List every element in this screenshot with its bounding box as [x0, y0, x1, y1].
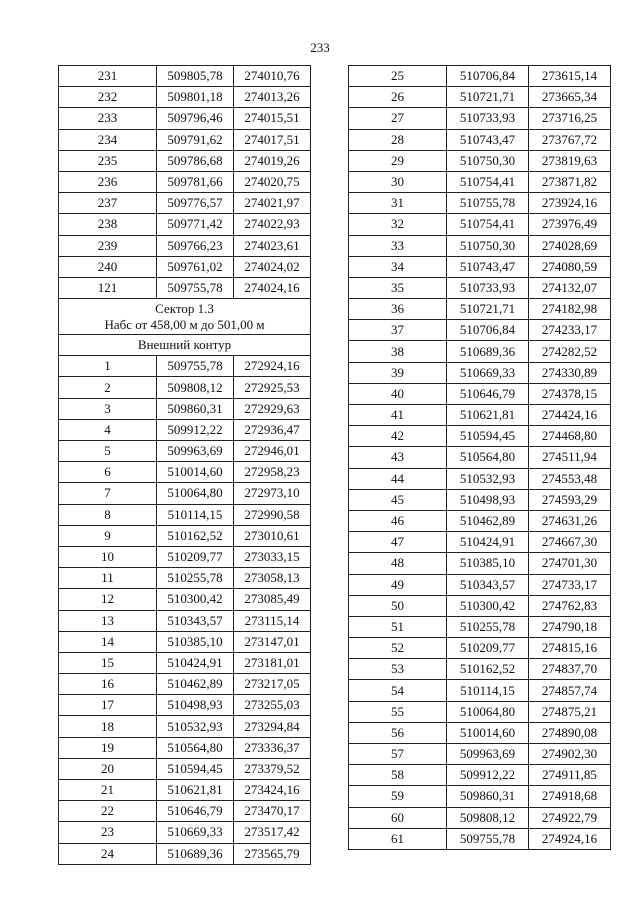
y-coordinate-cell: 272924,16	[234, 356, 311, 377]
y-coordinate-cell: 274282,52	[529, 341, 611, 362]
x-coordinate-cell: 510162,52	[157, 525, 234, 546]
y-coordinate-cell: 273424,16	[234, 780, 311, 801]
point-number-cell: 25	[349, 66, 447, 87]
table-row	[349, 108, 611, 129]
y-coordinate-cell: 274010,76	[234, 66, 311, 87]
x-coordinate-cell: 509912,22	[447, 765, 529, 786]
y-coordinate-cell: 274468,80	[529, 426, 611, 447]
table-row	[59, 87, 311, 108]
y-coordinate-cell: 274701,30	[529, 553, 611, 574]
table-row	[349, 532, 611, 553]
x-coordinate-cell: 509805,78	[157, 66, 234, 87]
point-number-cell: 26	[349, 87, 447, 108]
point-number-cell: 5	[59, 441, 157, 462]
y-coordinate-cell: 272946,01	[234, 441, 311, 462]
table-row	[59, 589, 311, 610]
table-row	[59, 631, 311, 652]
x-coordinate-cell: 510594,45	[447, 426, 529, 447]
point-number-cell: 24	[59, 843, 157, 864]
point-number-cell: 29	[349, 150, 447, 171]
table-row	[349, 744, 611, 765]
x-coordinate-cell: 509912,22	[157, 419, 234, 440]
point-number-cell: 41	[349, 405, 447, 426]
y-coordinate-cell: 274020,75	[234, 171, 311, 192]
point-number-cell: 60	[349, 807, 447, 828]
y-coordinate-cell: 272958,23	[234, 462, 311, 483]
table-row	[349, 299, 611, 320]
x-coordinate-cell: 509755,78	[447, 828, 529, 849]
y-coordinate-cell: 272925,53	[234, 377, 311, 398]
point-number-cell: 7	[59, 483, 157, 504]
x-coordinate-cell: 509761,02	[157, 256, 234, 277]
x-coordinate-cell: 510343,57	[157, 610, 234, 631]
table-row	[59, 462, 311, 483]
point-number-cell: 8	[59, 504, 157, 525]
section-header	[59, 299, 311, 335]
table-row	[349, 701, 611, 722]
table-row	[59, 483, 311, 504]
table-row	[59, 525, 311, 546]
table-row	[59, 822, 311, 843]
y-coordinate-cell: 274017,51	[234, 129, 311, 150]
table-row	[349, 489, 611, 510]
table-row	[59, 504, 311, 525]
y-coordinate-cell: 274233,17	[529, 320, 611, 341]
x-coordinate-cell: 509776,57	[157, 193, 234, 214]
y-coordinate-cell: 274015,51	[234, 108, 311, 129]
table-row	[59, 214, 311, 235]
table-row	[59, 716, 311, 737]
point-number-cell: 238	[59, 214, 157, 235]
y-coordinate-cell: 274021,97	[234, 193, 311, 214]
table-row	[349, 383, 611, 404]
point-number-cell: 11	[59, 568, 157, 589]
x-coordinate-cell: 510721,71	[447, 87, 529, 108]
section-subtitle: Набс от 458,00 м до 501,00 м	[104, 317, 265, 333]
point-number-cell: 19	[59, 737, 157, 758]
y-coordinate-cell: 273294,84	[234, 716, 311, 737]
y-coordinate-cell: 274815,16	[529, 638, 611, 659]
x-coordinate-cell: 509860,31	[157, 398, 234, 419]
y-coordinate-cell: 273010,61	[234, 525, 311, 546]
point-number-cell: 56	[349, 722, 447, 743]
section-title: Сектор 1.3	[155, 301, 214, 317]
point-number-cell: 240	[59, 256, 157, 277]
y-coordinate-cell: 273115,14	[234, 610, 311, 631]
point-number-cell: 9	[59, 525, 157, 546]
y-coordinate-cell: 272936,47	[234, 419, 311, 440]
x-coordinate-cell: 510564,80	[447, 447, 529, 468]
point-number-cell: 15	[59, 652, 157, 673]
y-coordinate-cell: 274024,16	[234, 277, 311, 298]
point-number-cell: 35	[349, 277, 447, 298]
point-number-cell: 22	[59, 801, 157, 822]
x-coordinate-cell: 510594,45	[157, 758, 234, 779]
y-coordinate-cell: 273379,52	[234, 758, 311, 779]
x-coordinate-cell: 510706,84	[447, 320, 529, 341]
table-row	[349, 341, 611, 362]
x-coordinate-cell: 510014,60	[447, 722, 529, 743]
x-coordinate-cell: 509808,12	[157, 377, 234, 398]
x-coordinate-cell: 509786,68	[157, 150, 234, 171]
table-row	[349, 447, 611, 468]
y-coordinate-cell: 273565,79	[234, 843, 311, 864]
y-coordinate-cell: 274837,70	[529, 659, 611, 680]
y-coordinate-cell: 274080,59	[529, 256, 611, 277]
x-coordinate-cell: 509791,62	[157, 129, 234, 150]
table-row	[349, 362, 611, 383]
y-coordinate-cell: 272990,58	[234, 504, 311, 525]
y-coordinate-cell: 273924,16	[529, 193, 611, 214]
point-number-cell: 232	[59, 87, 157, 108]
y-coordinate-cell: 274132,07	[529, 277, 611, 298]
point-number-cell: 10	[59, 546, 157, 567]
point-number-cell: 4	[59, 419, 157, 440]
y-coordinate-cell: 274902,30	[529, 744, 611, 765]
x-coordinate-cell: 510689,36	[157, 843, 234, 864]
y-coordinate-cell: 274911,85	[529, 765, 611, 786]
point-number-cell: 53	[349, 659, 447, 680]
table-row	[349, 638, 611, 659]
table-row	[59, 235, 311, 256]
point-number-cell: 17	[59, 695, 157, 716]
x-coordinate-cell: 510532,93	[447, 468, 529, 489]
table-row	[349, 659, 611, 680]
contour-label: Внешний контур	[59, 335, 311, 356]
table-row	[349, 680, 611, 701]
point-number-cell: 45	[349, 489, 447, 510]
point-number-cell: 20	[59, 758, 157, 779]
point-number-cell: 233	[59, 108, 157, 129]
x-coordinate-cell: 510385,10	[157, 631, 234, 652]
table-row	[349, 828, 611, 849]
table-row	[349, 214, 611, 235]
table-row	[349, 553, 611, 574]
y-coordinate-cell: 273976,49	[529, 214, 611, 235]
point-number-cell: 231	[59, 66, 157, 87]
point-number-cell: 121	[59, 277, 157, 298]
point-number-cell: 47	[349, 532, 447, 553]
x-coordinate-cell: 510114,15	[157, 504, 234, 525]
y-coordinate-cell: 274023,61	[234, 235, 311, 256]
point-number-cell: 235	[59, 150, 157, 171]
y-coordinate-cell: 272929,63	[234, 398, 311, 419]
y-coordinate-cell: 272973,10	[234, 483, 311, 504]
x-coordinate-cell: 510646,79	[447, 383, 529, 404]
y-coordinate-cell: 273819,63	[529, 150, 611, 171]
y-coordinate-cell: 274733,17	[529, 574, 611, 595]
table-row	[349, 87, 611, 108]
x-coordinate-cell: 510255,78	[157, 568, 234, 589]
y-coordinate-cell: 273033,15	[234, 546, 311, 567]
point-number-cell: 46	[349, 510, 447, 531]
table-row	[59, 737, 311, 758]
point-number-cell: 52	[349, 638, 447, 659]
x-coordinate-cell: 510646,79	[157, 801, 234, 822]
table-row	[59, 171, 311, 192]
y-coordinate-cell: 274424,16	[529, 405, 611, 426]
point-number-cell: 28	[349, 129, 447, 150]
table-row	[59, 674, 311, 695]
y-coordinate-cell: 273767,72	[529, 129, 611, 150]
x-coordinate-cell: 510621,81	[157, 780, 234, 801]
x-coordinate-cell: 509963,69	[447, 744, 529, 765]
table-row	[349, 66, 611, 87]
table-row	[349, 426, 611, 447]
table-row	[349, 193, 611, 214]
table-row	[59, 441, 311, 462]
point-number-cell: 1	[59, 356, 157, 377]
y-coordinate-cell: 274667,30	[529, 532, 611, 553]
point-number-cell: 239	[59, 235, 157, 256]
table-row	[59, 780, 311, 801]
y-coordinate-cell: 274762,83	[529, 595, 611, 616]
point-number-cell: 30	[349, 171, 447, 192]
x-coordinate-cell: 509860,31	[447, 786, 529, 807]
y-coordinate-cell: 274182,98	[529, 299, 611, 320]
point-number-cell: 2	[59, 377, 157, 398]
x-coordinate-cell: 510754,41	[447, 171, 529, 192]
point-number-cell: 21	[59, 780, 157, 801]
table-row	[349, 510, 611, 531]
table-row	[59, 193, 311, 214]
y-coordinate-cell: 274553,48	[529, 468, 611, 489]
point-number-cell: 55	[349, 701, 447, 722]
table-row	[349, 595, 611, 616]
x-coordinate-cell: 510733,93	[447, 277, 529, 298]
y-coordinate-cell: 273871,82	[529, 171, 611, 192]
y-coordinate-cell: 274511,94	[529, 447, 611, 468]
x-coordinate-cell: 510669,33	[157, 822, 234, 843]
y-coordinate-cell: 273336,37	[234, 737, 311, 758]
x-coordinate-cell: 510462,89	[447, 510, 529, 531]
x-coordinate-cell: 510498,93	[447, 489, 529, 510]
point-number-cell: 44	[349, 468, 447, 489]
x-coordinate-cell: 510754,41	[447, 214, 529, 235]
x-coordinate-cell: 510209,77	[157, 546, 234, 567]
y-coordinate-cell: 274022,93	[234, 214, 311, 235]
table-row	[349, 807, 611, 828]
point-number-cell: 42	[349, 426, 447, 447]
table-row	[349, 150, 611, 171]
point-number-cell: 51	[349, 616, 447, 637]
point-number-cell: 43	[349, 447, 447, 468]
point-number-cell: 14	[59, 631, 157, 652]
table-row	[59, 419, 311, 440]
table-row	[349, 616, 611, 637]
point-number-cell: 50	[349, 595, 447, 616]
point-number-cell: 23	[59, 822, 157, 843]
point-number-cell: 61	[349, 828, 447, 849]
table-row	[349, 235, 611, 256]
point-number-cell: 40	[349, 383, 447, 404]
x-coordinate-cell: 510750,30	[447, 150, 529, 171]
table-row	[349, 574, 611, 595]
x-coordinate-cell: 510743,47	[447, 129, 529, 150]
point-number-cell: 234	[59, 129, 157, 150]
x-coordinate-cell: 509963,69	[157, 441, 234, 462]
table-row	[59, 108, 311, 129]
table-row	[349, 468, 611, 489]
table-row	[349, 722, 611, 743]
point-number-cell: 12	[59, 589, 157, 610]
x-coordinate-cell: 509755,78	[157, 356, 234, 377]
y-coordinate-cell: 273085,49	[234, 589, 311, 610]
y-coordinate-cell: 273615,14	[529, 66, 611, 87]
point-number-cell: 54	[349, 680, 447, 701]
x-coordinate-cell: 510424,91	[447, 532, 529, 553]
y-coordinate-cell: 273255,03	[234, 695, 311, 716]
x-coordinate-cell: 509771,42	[157, 214, 234, 235]
table-row	[59, 66, 311, 87]
table-row	[59, 843, 311, 864]
x-coordinate-cell: 510209,77	[447, 638, 529, 659]
x-coordinate-cell: 510014,60	[157, 462, 234, 483]
point-number-cell: 39	[349, 362, 447, 383]
coordinates-table-left	[58, 65, 311, 865]
point-number-cell: 36	[349, 299, 447, 320]
y-coordinate-cell: 274631,26	[529, 510, 611, 531]
point-number-cell: 34	[349, 256, 447, 277]
y-coordinate-cell: 274593,29	[529, 489, 611, 510]
table-row	[59, 801, 311, 822]
y-coordinate-cell: 274890,08	[529, 722, 611, 743]
point-number-cell: 3	[59, 398, 157, 419]
y-coordinate-cell: 274024,02	[234, 256, 311, 277]
y-coordinate-cell: 273716,25	[529, 108, 611, 129]
x-coordinate-cell: 510255,78	[447, 616, 529, 637]
point-number-cell: 37	[349, 320, 447, 341]
x-coordinate-cell: 510385,10	[447, 553, 529, 574]
y-coordinate-cell: 274922,79	[529, 807, 611, 828]
point-number-cell: 31	[349, 193, 447, 214]
x-coordinate-cell: 509766,23	[157, 235, 234, 256]
x-coordinate-cell: 510721,71	[447, 299, 529, 320]
table-row	[59, 610, 311, 631]
table-row	[59, 546, 311, 567]
x-coordinate-cell: 510669,33	[447, 362, 529, 383]
point-number-cell: 16	[59, 674, 157, 695]
point-number-cell: 33	[349, 235, 447, 256]
table-row	[349, 256, 611, 277]
x-coordinate-cell: 510162,52	[447, 659, 529, 680]
x-coordinate-cell: 510064,80	[447, 701, 529, 722]
point-number-cell: 32	[349, 214, 447, 235]
y-coordinate-cell: 273665,34	[529, 87, 611, 108]
point-number-cell: 49	[349, 574, 447, 595]
x-coordinate-cell: 510114,15	[447, 680, 529, 701]
x-coordinate-cell: 510462,89	[157, 674, 234, 695]
x-coordinate-cell: 510424,91	[157, 652, 234, 673]
y-coordinate-cell: 274378,15	[529, 383, 611, 404]
x-coordinate-cell: 509808,12	[447, 807, 529, 828]
point-number-cell: 27	[349, 108, 447, 129]
table-row	[59, 277, 311, 298]
y-coordinate-cell: 274875,21	[529, 701, 611, 722]
x-coordinate-cell: 510300,42	[157, 589, 234, 610]
y-coordinate-cell: 273147,01	[234, 631, 311, 652]
x-coordinate-cell: 509755,78	[157, 277, 234, 298]
table-row	[349, 129, 611, 150]
table-row	[349, 765, 611, 786]
x-coordinate-cell: 510621,81	[447, 405, 529, 426]
contour-row	[59, 335, 311, 356]
x-coordinate-cell: 509801,18	[157, 87, 234, 108]
x-coordinate-cell: 510564,80	[157, 737, 234, 758]
x-coordinate-cell: 510343,57	[447, 574, 529, 595]
table-row	[59, 652, 311, 673]
x-coordinate-cell: 510733,93	[447, 108, 529, 129]
point-number-cell: 236	[59, 171, 157, 192]
table-row	[349, 320, 611, 341]
x-coordinate-cell: 510689,36	[447, 341, 529, 362]
x-coordinate-cell: 509781,66	[157, 171, 234, 192]
table-row	[59, 129, 311, 150]
x-coordinate-cell: 510498,93	[157, 695, 234, 716]
x-coordinate-cell: 510750,30	[447, 235, 529, 256]
point-number-cell: 13	[59, 610, 157, 631]
table-row	[59, 356, 311, 377]
table-row	[59, 398, 311, 419]
point-number-cell: 6	[59, 462, 157, 483]
x-coordinate-cell: 509796,46	[157, 108, 234, 129]
table-row	[349, 171, 611, 192]
y-coordinate-cell: 273181,01	[234, 652, 311, 673]
point-number-cell: 18	[59, 716, 157, 737]
table-row	[59, 695, 311, 716]
point-number-cell: 237	[59, 193, 157, 214]
x-coordinate-cell: 510064,80	[157, 483, 234, 504]
table-row	[349, 786, 611, 807]
table-row	[59, 150, 311, 171]
y-coordinate-cell: 273517,42	[234, 822, 311, 843]
section-header-row	[59, 299, 311, 335]
y-coordinate-cell: 274028,69	[529, 235, 611, 256]
y-coordinate-cell: 274790,18	[529, 616, 611, 637]
x-coordinate-cell: 510755,78	[447, 193, 529, 214]
x-coordinate-cell: 510300,42	[447, 595, 529, 616]
y-coordinate-cell: 273217,05	[234, 674, 311, 695]
x-coordinate-cell: 510706,84	[447, 66, 529, 87]
y-coordinate-cell: 273058,13	[234, 568, 311, 589]
y-coordinate-cell: 274924,16	[529, 828, 611, 849]
table-row	[59, 758, 311, 779]
table-row	[349, 405, 611, 426]
x-coordinate-cell: 510743,47	[447, 256, 529, 277]
coordinates-table-right	[348, 65, 611, 850]
y-coordinate-cell: 273470,17	[234, 801, 311, 822]
y-coordinate-cell: 274857,74	[529, 680, 611, 701]
table-row	[59, 377, 311, 398]
table-row	[59, 568, 311, 589]
point-number-cell: 57	[349, 744, 447, 765]
x-coordinate-cell: 510532,93	[157, 716, 234, 737]
table-row	[59, 256, 311, 277]
point-number-cell: 38	[349, 341, 447, 362]
y-coordinate-cell: 274013,26	[234, 87, 311, 108]
page-number: 233	[310, 40, 330, 55]
y-coordinate-cell: 274330,89	[529, 362, 611, 383]
point-number-cell: 59	[349, 786, 447, 807]
y-coordinate-cell: 274918,68	[529, 786, 611, 807]
point-number-cell: 48	[349, 553, 447, 574]
point-number-cell: 58	[349, 765, 447, 786]
table-row	[349, 277, 611, 298]
y-coordinate-cell: 274019,26	[234, 150, 311, 171]
